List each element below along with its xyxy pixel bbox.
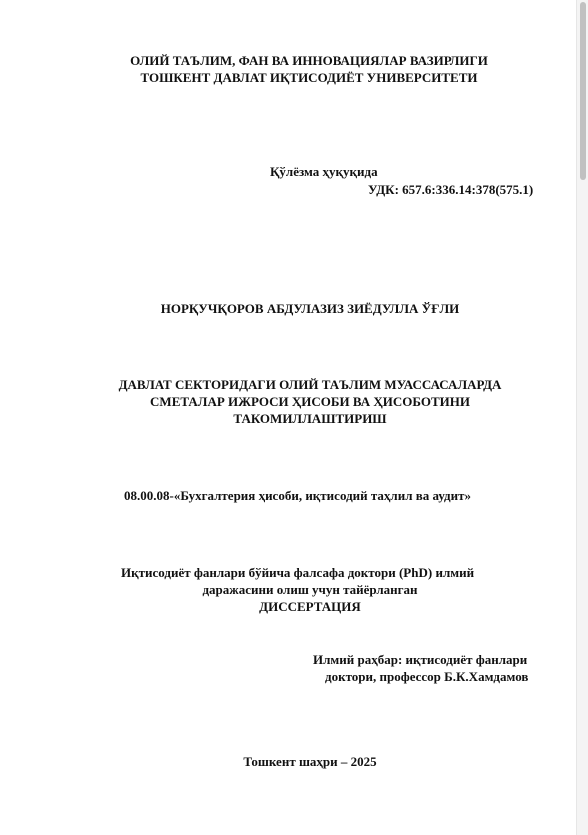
specialty-code: 08.00.08-«Бухгалтерия ҳисоби, иқтисодий таҳлил ва аудит» bbox=[124, 488, 471, 503]
degree-line-2: даражасини олиш учун тайёрланган bbox=[202, 582, 418, 597]
city-year: Тошкент шаҳри – 2025 bbox=[243, 754, 377, 769]
university-name: ТОШКЕНТ ДАВЛАТ ИҚТИСОДИЁТ УНИВЕРСИТЕТИ bbox=[140, 70, 478, 85]
title-line-2: СМЕТАЛАР ИЖРОСИ ҲИСОБИ ВА ҲИСОБОТИНИ bbox=[150, 394, 470, 409]
manuscript-rights: Қўлёзма ҳуқуқида bbox=[270, 164, 378, 179]
dissertation-label: ДИССЕРТАЦИЯ bbox=[259, 599, 361, 614]
supervisor-line-1: Илмий раҳбар: иқтисодиёт фанлари bbox=[313, 652, 528, 667]
degree-line-1: Иқтисодиёт фанлари бўйича фалсафа доктори (PhD) илмий bbox=[121, 565, 475, 580]
scrollbar-thumb[interactable] bbox=[580, 2, 586, 180]
vertical-scrollbar[interactable] bbox=[576, 0, 588, 835]
udk-code: УДК: 657.6:336.14:378(575.1) bbox=[368, 182, 534, 197]
title-line-1: ДАВЛАТ СЕКТОРИДАГИ ОЛИЙ ТАЪЛИМ МУАССАСАЛАРДА bbox=[118, 377, 502, 392]
title-line-3: ТАКОМИЛЛАШТИРИШ bbox=[233, 411, 387, 426]
author-name: НОРҚУЧҚОРОВ АБДУЛАЗИЗ ЗИЁДУЛЛА ЎҒЛИ bbox=[160, 301, 460, 316]
ministry-name: ОЛИЙ ТАЪЛИМ, ФАН ВА ИННОВАЦИЯЛАР ВАЗИРЛИГИ bbox=[130, 53, 488, 68]
supervisor-line-2: доктори, профессор Б.К.Хамдамов bbox=[325, 669, 529, 684]
